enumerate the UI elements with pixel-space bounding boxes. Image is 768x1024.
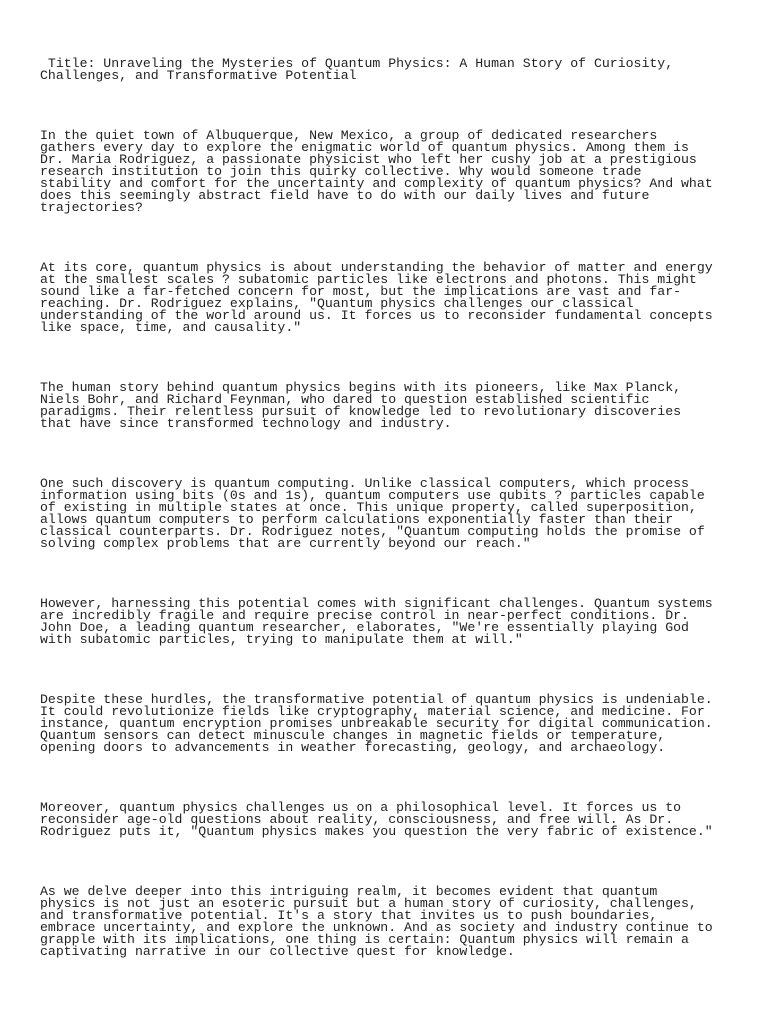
text-line: gathers every day to explore the enigmatic world of quantum physics. Among them is	[40, 140, 689, 155]
text-line: and transformative potential. It's a story that invites us to push boundaries,	[40, 908, 658, 923]
text-line: physics is not just an esoteric pursuit but a human story of curiosity, challenges,	[40, 896, 697, 911]
paragraph-challenges	[40, 596, 713, 647]
text-line: classical counterparts. Dr. Rodriguez notes, "Quantum computing holds the promise of	[40, 524, 705, 539]
text-line: However, harnessing this potential comes with significant challenges. Quantum systems	[40, 596, 713, 611]
text-line: Moreover, quantum physics challenges us on a philosophical level. It forces us to	[40, 800, 682, 815]
text-line: John Doe, a leading quantum researcher, elaborates, "We're essentially playing God	[40, 620, 689, 635]
text-line: understanding of the world around us. It forces us to reconsider fundamental concepts	[40, 308, 713, 323]
paragraph-computing	[40, 478, 708, 550]
text-line: of existing in multiple states at once. This unique property, called superposition,	[40, 500, 697, 515]
text-line: Rodriguez puts it, "Quantum physics makes you question the very fabric of existence."	[40, 824, 713, 839]
title-line: Title: Unraveling the Mysteries of Quantum Physics: A Human Story of Curiosity,	[40, 56, 674, 71]
paragraph-potential	[40, 692, 713, 755]
text-line: In the quiet town of Albuquerque, New Mexico, a group of dedicated researchers	[40, 128, 658, 143]
text-line: that have since transformed technology and industry.	[40, 416, 452, 431]
paragraph-pioneers	[40, 382, 708, 430]
text-line: does this seemingly abstract field have to do with our daily lives and future	[40, 188, 650, 203]
document-body	[40, 34, 713, 982]
paragraph-philosophy	[40, 800, 713, 839]
text-line: paradigms. Their relentless pursuit of knowledge led to revolutionary discoveries	[40, 404, 682, 419]
text-line: research institution to join this quirky collective. Why would someone trade	[40, 164, 642, 179]
text-line: It could revolutionize fields like cryptography, material science, and medicine. For	[40, 704, 705, 719]
text-line: Quantum sensors can detect minuscule changes in magnetic fields or temperature,	[40, 728, 666, 743]
paragraph-intro	[40, 128, 713, 215]
text-line: instance, quantum encryption promises unbreakable security for digital communication.	[40, 716, 713, 731]
text-line: like space, time, and causality."	[40, 320, 302, 335]
paragraph-conclusion	[40, 884, 713, 959]
text-line: As we delve deeper into this intriguing realm, it becomes evident that quantum	[40, 884, 658, 899]
text-line: Despite these hurdles, the transformative potential of quantum physics is undeniable.	[40, 692, 713, 707]
text-line: trajectories?	[40, 200, 143, 215]
paragraph-core	[40, 260, 713, 335]
text-line: captivating narrative in our collective quest for knowledge.	[40, 944, 515, 959]
text-line: Niels Bohr, and Richard Feynman, who dared to question established scientific	[40, 392, 650, 407]
text-line: opening doors to advancements in weather forecasting, geology, and archaeology.	[40, 740, 666, 755]
text-line: with subatomic particles, trying to manipulate them at will."	[40, 632, 523, 647]
text-line: Dr. Maria Rodriguez, a passionate physicist who left her cushy job at a prestigious	[40, 152, 697, 167]
text-line: One such discovery is quantum computing. Unlike classical computers, which process	[40, 476, 689, 491]
text-line: reconsider age-old questions about reality, consciousness, and free will. As Dr.	[40, 812, 674, 827]
text-line: stability and comfort for the uncertainty and complexity of quantum physics? And what	[40, 176, 713, 191]
text-line: information using bits (0s and 1s), quantum computers use qubits ? particles capable	[40, 488, 705, 503]
text-line: are incredibly fragile and require precise control in near-perfect conditions. Dr.	[40, 608, 689, 623]
text-line: sound like a far-fetched concern for most, but the implications are vast and far-	[40, 284, 682, 299]
text-line: reaching. Dr. Rodriguez explains, "Quantum physics challenges our classical	[40, 296, 634, 311]
text-line: grapple with its implications, one thing is certain: Quantum physics will remain a	[40, 932, 689, 947]
text-line: The human story behind quantum physics begins with its pioneers, like Max Planck,	[40, 380, 682, 395]
title-line: Challenges, and Transformative Potential	[40, 68, 357, 83]
text-line: allows quantum computers to perform calculations exponentially faster than their	[40, 512, 674, 527]
text-line: solving complex problems that are currently beyond our reach."	[40, 536, 531, 551]
text-line: At its core, quantum physics is about understanding the behavior of matter and energy	[40, 260, 713, 275]
document-title	[40, 58, 708, 82]
text-line: embrace uncertainty, and explore the unknown. And as society and industry continue to	[40, 920, 713, 935]
text-line: at the smallest scales ? subatomic particles like electrons and photons. This might	[40, 272, 697, 287]
